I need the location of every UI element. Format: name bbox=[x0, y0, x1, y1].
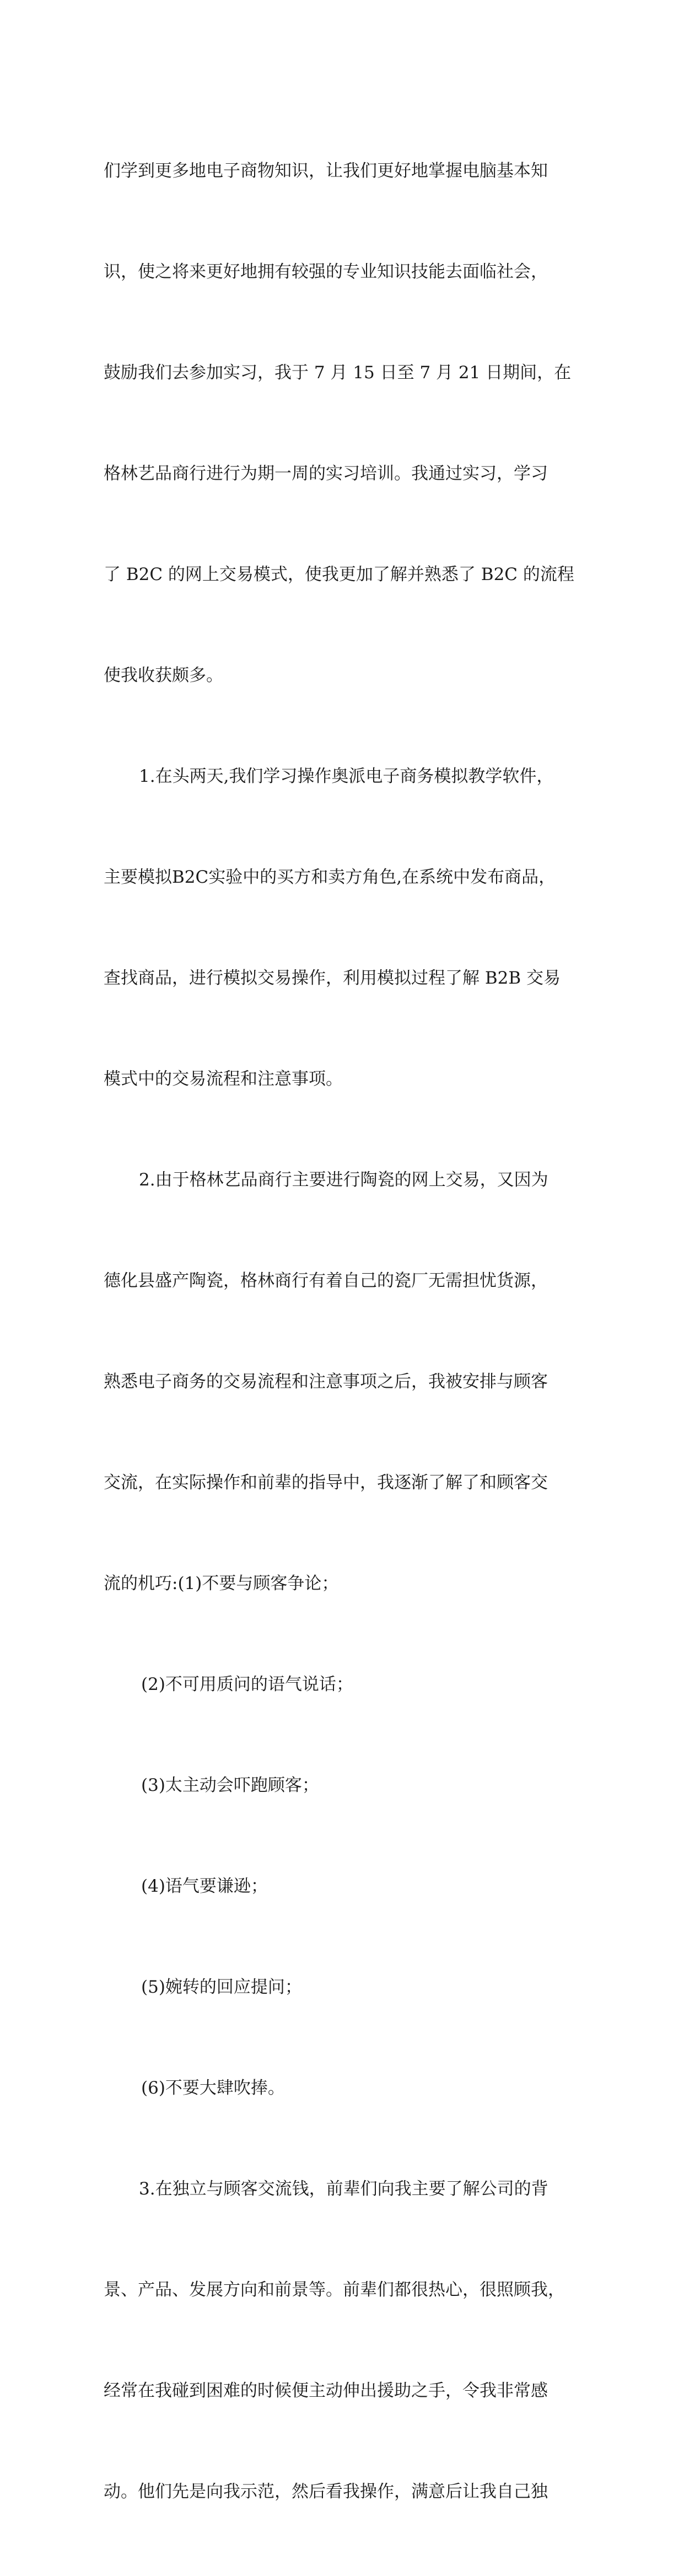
text-line: (4)语气要谦逊； bbox=[141, 1876, 268, 1896]
text-line: (3)太主动会吓跑顾客； bbox=[141, 1775, 319, 1795]
text-line: 流的机巧:(1)不要与顾客争论； bbox=[104, 1574, 339, 1593]
document-body bbox=[104, 87, 589, 2576]
text-line: 使我收获颇多。 bbox=[104, 666, 223, 685]
text-line: 格林艺品商行进行为期一周的实习培训。我通过实习，学习 bbox=[104, 464, 548, 484]
text-line: 2.由于格林艺品商行主要进行陶瓷的网上交易，又因为 bbox=[139, 1170, 548, 1190]
text-line: 3.在独立与顾客交流钱，前辈们向我主要了解公司的背 bbox=[139, 2179, 548, 2199]
text-line: 德化县盛产陶瓷，格林商行有着自己的瓷厂无需担忧货源， bbox=[104, 1271, 548, 1291]
text-line: 了 B2C 的网上交易模式，使我更加了解并熟悉了 B2C 的流程 bbox=[104, 565, 574, 584]
text-line: 主要模拟B2C实验中的买方和卖方角色,在系统中发布商品， bbox=[104, 867, 556, 887]
text-line: 们学到更多地电子商物知识，让我们更好地掌握电脑基本知 bbox=[104, 161, 548, 181]
text-line: (2)不可用质问的语气说话； bbox=[141, 1675, 353, 1694]
text-line: 鼓励我们去参加实习，我于 7 月 15 日至 7 月 21 日期间，在 bbox=[104, 363, 572, 383]
text-line: (5)婉转的回应提问； bbox=[141, 1977, 302, 1997]
text-line: 1.在头两天,我们学习操作奥派电子商务模拟教学软件， bbox=[139, 766, 554, 786]
text-line: (6)不要大肆吹捧。 bbox=[141, 2078, 285, 2098]
text-line: 熟悉电子商务的交易流程和注意事项之后，我被安排与顾客 bbox=[104, 1372, 548, 1392]
text-line: 交流，在实际操作和前辈的指导中，我逐渐了解了和顾客交 bbox=[104, 1473, 548, 1493]
text-line: 动。他们先是向我示范，然后看我操作，满意后让我自己独 bbox=[104, 2482, 548, 2502]
text-line: 景、产品、发展方向和前景等。前辈们都很热心，很照顾我， bbox=[104, 2280, 565, 2300]
text-line: 经常在我碰到困难的时候便主动伸出援助之手，令我非常感 bbox=[104, 2381, 548, 2401]
text-line: 查找商品，进行模拟交易操作，利用模拟过程了解 B2B 交易 bbox=[104, 968, 561, 988]
text-line: 模式中的交易流程和注意事项。 bbox=[104, 1069, 343, 1089]
text-line: 识，使之将来更好地拥有较强的专业知识技能去面临社会， bbox=[104, 262, 548, 282]
